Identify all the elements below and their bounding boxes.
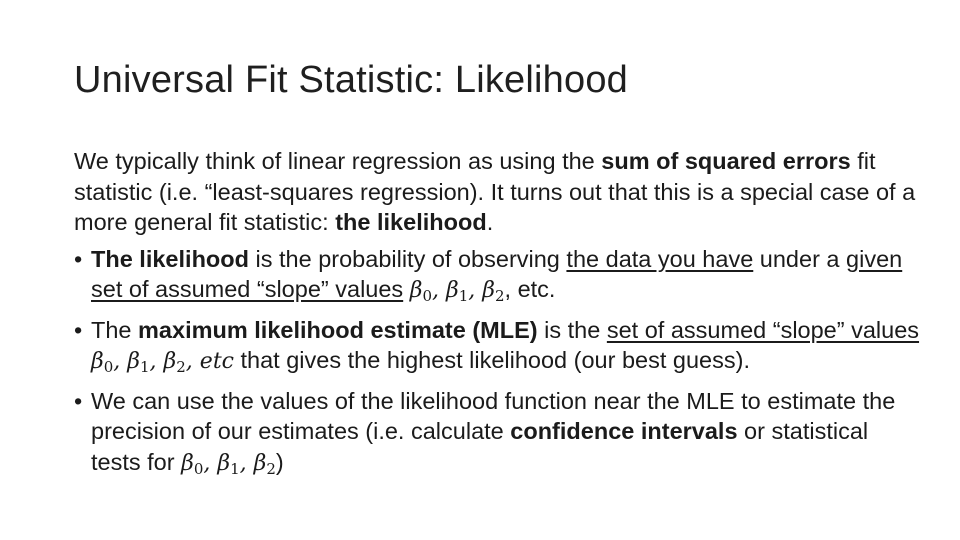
beta-subscript: 0 xyxy=(422,287,432,305)
beta-subscript: 2 xyxy=(494,287,505,305)
bullet3-text-2: or statistical tests for xyxy=(91,418,869,475)
bullet1-text-2: under a xyxy=(753,245,847,272)
bullet-list xyxy=(74,244,924,480)
beta-symbol: β xyxy=(217,450,231,476)
beta-subscript: 0 xyxy=(193,459,204,478)
bullet-item-likelihood xyxy=(74,244,924,307)
bullet2-underline: set of assumed “slope” values xyxy=(606,316,920,343)
beta-subscript: 1 xyxy=(230,459,240,478)
intro-paragraph xyxy=(74,146,924,238)
bullet-marker: • xyxy=(74,387,83,414)
beta-symbol: β xyxy=(253,450,267,476)
intro-text-1: We typically think of linear regression as using the xyxy=(74,148,602,174)
beta-subscript: 2 xyxy=(176,358,186,376)
bullet2-bold: maximum likelihood estimate (MLE) xyxy=(138,316,538,343)
bullet1-text-4: , etc. xyxy=(504,276,556,302)
bullet2-text-2: is the xyxy=(537,316,607,343)
bullet1-text-1: is the probability of observing xyxy=(248,245,567,272)
bullet-item-precision xyxy=(74,386,924,480)
slide-title: Universal Fit Statistic: Likelihood xyxy=(74,59,628,101)
beta-subscript: 0 xyxy=(103,358,114,376)
intro-bold-sse: sum of squared errors xyxy=(601,148,851,174)
math-etc: etc xyxy=(199,349,234,374)
beta-subscript: 2 xyxy=(266,459,276,478)
beta-symbol: β xyxy=(445,278,459,303)
slide-body xyxy=(74,146,924,487)
bullet1-underline-1: the data you have xyxy=(566,245,754,272)
bullet1-math: $\beta_0$, $\beta_1$, $\beta_2$ xyxy=(409,278,505,305)
beta-symbol: β xyxy=(163,349,177,374)
bullet-item-mle xyxy=(74,315,924,378)
intro-bold-likelihood: the likelihood xyxy=(335,209,487,235)
bullet1-bold: The likelihood xyxy=(91,245,249,272)
beta-symbol: β xyxy=(127,349,140,374)
bullet2-math: $\beta_0$, $\beta_1$, $\beta_2$, etc xyxy=(91,349,234,376)
bullet3-math: $\beta_0$, $\beta_1$, $\beta_2$ xyxy=(181,450,276,478)
beta-symbol: β xyxy=(482,278,495,303)
beta-symbol: β xyxy=(91,349,104,374)
bullet-marker: • xyxy=(74,245,83,272)
bullet3-text-3: ) xyxy=(275,448,284,475)
beta-symbol: β xyxy=(181,450,194,476)
intro-text-2: fit statistic (i.e. “least-squares regression). It turns out that this is a special case of a more general fit statistic: xyxy=(74,148,916,235)
bullet2-text-4: that gives the highest likelihood (our best guess). xyxy=(233,347,750,373)
bullet3-text-1: We can use the values of the likelihood function near the MLE to estimate the precision of our estimates (i.e. calculate xyxy=(91,387,896,444)
bullet3-bold: confidence intervals xyxy=(510,418,738,444)
bullet1-underline-2: given set of assumed “slope” values xyxy=(91,245,903,302)
intro-text-3: . xyxy=(486,209,494,235)
beta-subscript: 1 xyxy=(139,358,150,376)
beta-subscript: 1 xyxy=(458,287,469,305)
bullet-marker: • xyxy=(74,316,83,343)
beta-symbol: β xyxy=(409,278,423,303)
bullet2-text-1: The xyxy=(91,316,139,343)
